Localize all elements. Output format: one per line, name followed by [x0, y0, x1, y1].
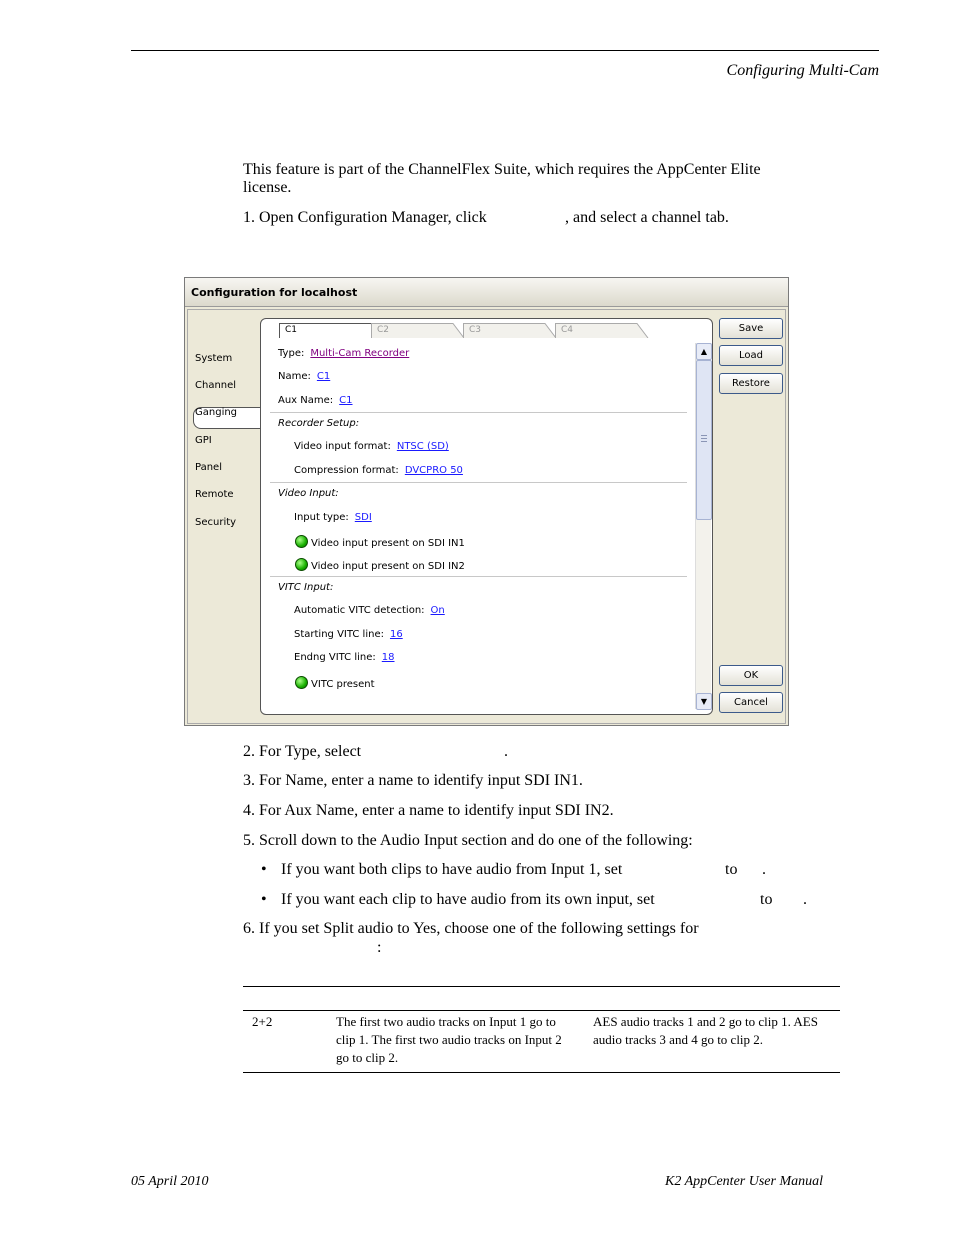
separator [270, 576, 687, 577]
aux-name-link[interactable]: C1 [339, 395, 353, 406]
type-label: Type: [278, 348, 305, 359]
step-6-text: 6. If you set Split audio to Yes, choose one of the following settings for [243, 920, 699, 937]
name-row [278, 371, 330, 382]
start-vitc-link[interactable]: 16 [389, 629, 403, 640]
panel-scrollbar[interactable] [695, 343, 711, 709]
step-2-text: 2. For Type, select [243, 743, 362, 760]
auto-vitc-label: Automatic VITC detection: [294, 605, 425, 616]
footer-date: 05 April 2010 [131, 1174, 209, 1189]
table-cell-desc-line2: clip 1. The first two audio tracks on Input 2 [336, 1032, 562, 1047]
step-1-text: 1. Open Configuration Manager, click [243, 209, 487, 226]
cancel-button[interactable]: Cancel [719, 692, 783, 713]
bullet-1-text: If you want both clips to have audio from Input 1, set [281, 861, 623, 878]
table-cell-aes-line1: AES audio tracks 1 and 2 go to clip 1. AES [593, 1014, 818, 1029]
recorder-setup-heading: Recorder Setup: [278, 418, 360, 429]
start-vitc-label: Starting VITC line: [294, 629, 384, 640]
save-button[interactable]: Save [719, 318, 783, 339]
auto-vitc-row [294, 605, 445, 616]
load-button[interactable]: Load [719, 345, 783, 366]
type-row [278, 348, 409, 359]
table-cell-desc-line3: go to clip 2. [336, 1050, 399, 1065]
footer-manual-title: K2 AppCenter User Manual [664, 1174, 823, 1189]
header-rule [131, 50, 879, 51]
step-4-text: 4. For Aux Name, enter a name to identify input SDI IN2. [243, 802, 614, 819]
vitc-input-heading: VITC Input: [278, 582, 334, 593]
tab-c4-label: C4 [561, 325, 574, 335]
name-label: Name: [278, 371, 311, 382]
tab-c3-label: C3 [469, 325, 482, 335]
grip-line [701, 441, 707, 442]
vitc-present-label: VITC present [311, 679, 375, 690]
start-vitc-row [294, 629, 403, 640]
table-bottom-rule [243, 1072, 840, 1073]
input-type-link[interactable]: SDI [354, 512, 372, 523]
input-type-row [294, 512, 372, 523]
nav-item-panel[interactable]: Panel [195, 462, 222, 473]
tab-c3[interactable] [463, 322, 557, 338]
auto-vitc-link[interactable]: On [430, 605, 445, 616]
dialog-title-bar [185, 278, 788, 307]
sdi-in1-label: Video input present on SDI IN1 [311, 538, 465, 549]
nav-item-ganging[interactable]: Ganging [195, 407, 238, 418]
tab-c1-label: C1 [285, 325, 298, 335]
green-status-icon [295, 558, 308, 571]
bullet-2-text: If you want each clip to have audio from its own input, set [281, 891, 655, 908]
bullet-2-to: to [760, 891, 773, 908]
nav-item-system[interactable]: System [195, 353, 233, 364]
dialog-title: Configuration for localhost [191, 286, 358, 299]
separator [270, 482, 687, 483]
end-vitc-row [294, 652, 395, 663]
separator [270, 412, 687, 413]
scroll-thumb[interactable] [696, 360, 712, 520]
end-vitc-label: Endng VITC line: [294, 652, 376, 663]
bullet-1-to: to [725, 861, 738, 878]
bullet-1-end: . [762, 861, 766, 878]
grip-line [701, 438, 707, 439]
video-input-heading: Video Input: [278, 488, 339, 499]
step-3-text: 3. For Name, enter a name to identify input SDI IN1. [243, 772, 583, 789]
compression-label: Compression format: [294, 465, 399, 476]
restore-button[interactable]: Restore [719, 373, 783, 394]
step-5-text: 5. Scroll down to the Audio Input section and do one of the following: [243, 832, 693, 849]
bullet-1-marker: • [261, 861, 267, 878]
section-title: Configuring Multi-Cam [726, 62, 879, 79]
video-format-label: Video input format: [294, 441, 391, 452]
table-top-rule [243, 986, 840, 987]
bullet-2-end: . [803, 891, 807, 908]
type-link[interactable]: Multi-Cam Recorder [310, 348, 410, 359]
ok-button[interactable]: OK [719, 665, 783, 686]
nav-item-security[interactable]: Security [195, 517, 237, 528]
table-cell-setting: 2+2 [252, 1014, 273, 1029]
table-header-rule [243, 1010, 840, 1011]
video-format-link[interactable]: NTSC (SD) [396, 441, 449, 452]
sdi-in2-status [295, 558, 465, 572]
intro-line-2: license. [243, 179, 292, 196]
video-format-row [294, 441, 449, 452]
tab-c2-label: C2 [377, 325, 390, 335]
sdi-in1-status [295, 535, 465, 549]
nav-item-remote[interactable]: Remote [195, 489, 234, 500]
compression-link[interactable]: DVCPRO 50 [404, 465, 463, 476]
scroll-down-icon[interactable]: ▼ [696, 693, 712, 710]
intro-line-1: This feature is part of the ChannelFlex Suite, which requires the AppCenter Elite [243, 161, 761, 178]
tab-c2[interactable] [371, 322, 465, 338]
end-vitc-link[interactable]: 18 [381, 652, 395, 663]
scroll-up-icon[interactable]: ▲ [696, 343, 712, 360]
bullet-2-marker: • [261, 891, 267, 908]
step-1-text-end: , and select a channel tab. [565, 209, 729, 226]
vitc-present-status [295, 676, 375, 690]
green-status-icon [295, 676, 308, 689]
nav-item-gpi[interactable]: GPI [195, 435, 212, 446]
aux-name-label: Aux Name: [278, 395, 334, 406]
green-status-icon [295, 535, 308, 548]
input-type-label: Input type: [294, 512, 349, 523]
tab-c4[interactable] [555, 322, 649, 338]
table-cell-aes-line2: audio tracks 3 and 4 go to clip 2. [593, 1032, 764, 1047]
nav-item-channel[interactable]: Channel [195, 380, 237, 391]
tab-c1[interactable] [279, 322, 383, 338]
compression-row [294, 465, 463, 476]
sdi-in2-label: Video input present on SDI IN2 [311, 561, 465, 572]
config-dialog [184, 277, 789, 726]
table-cell-desc-line1: The first two audio tracks on Input 1 go to [336, 1014, 556, 1029]
aux-name-row [278, 395, 353, 406]
name-link[interactable]: C1 [316, 371, 331, 382]
step-2-text-end: . [504, 743, 508, 760]
grip-line [701, 435, 707, 436]
step-6-text-end: : [377, 939, 382, 956]
